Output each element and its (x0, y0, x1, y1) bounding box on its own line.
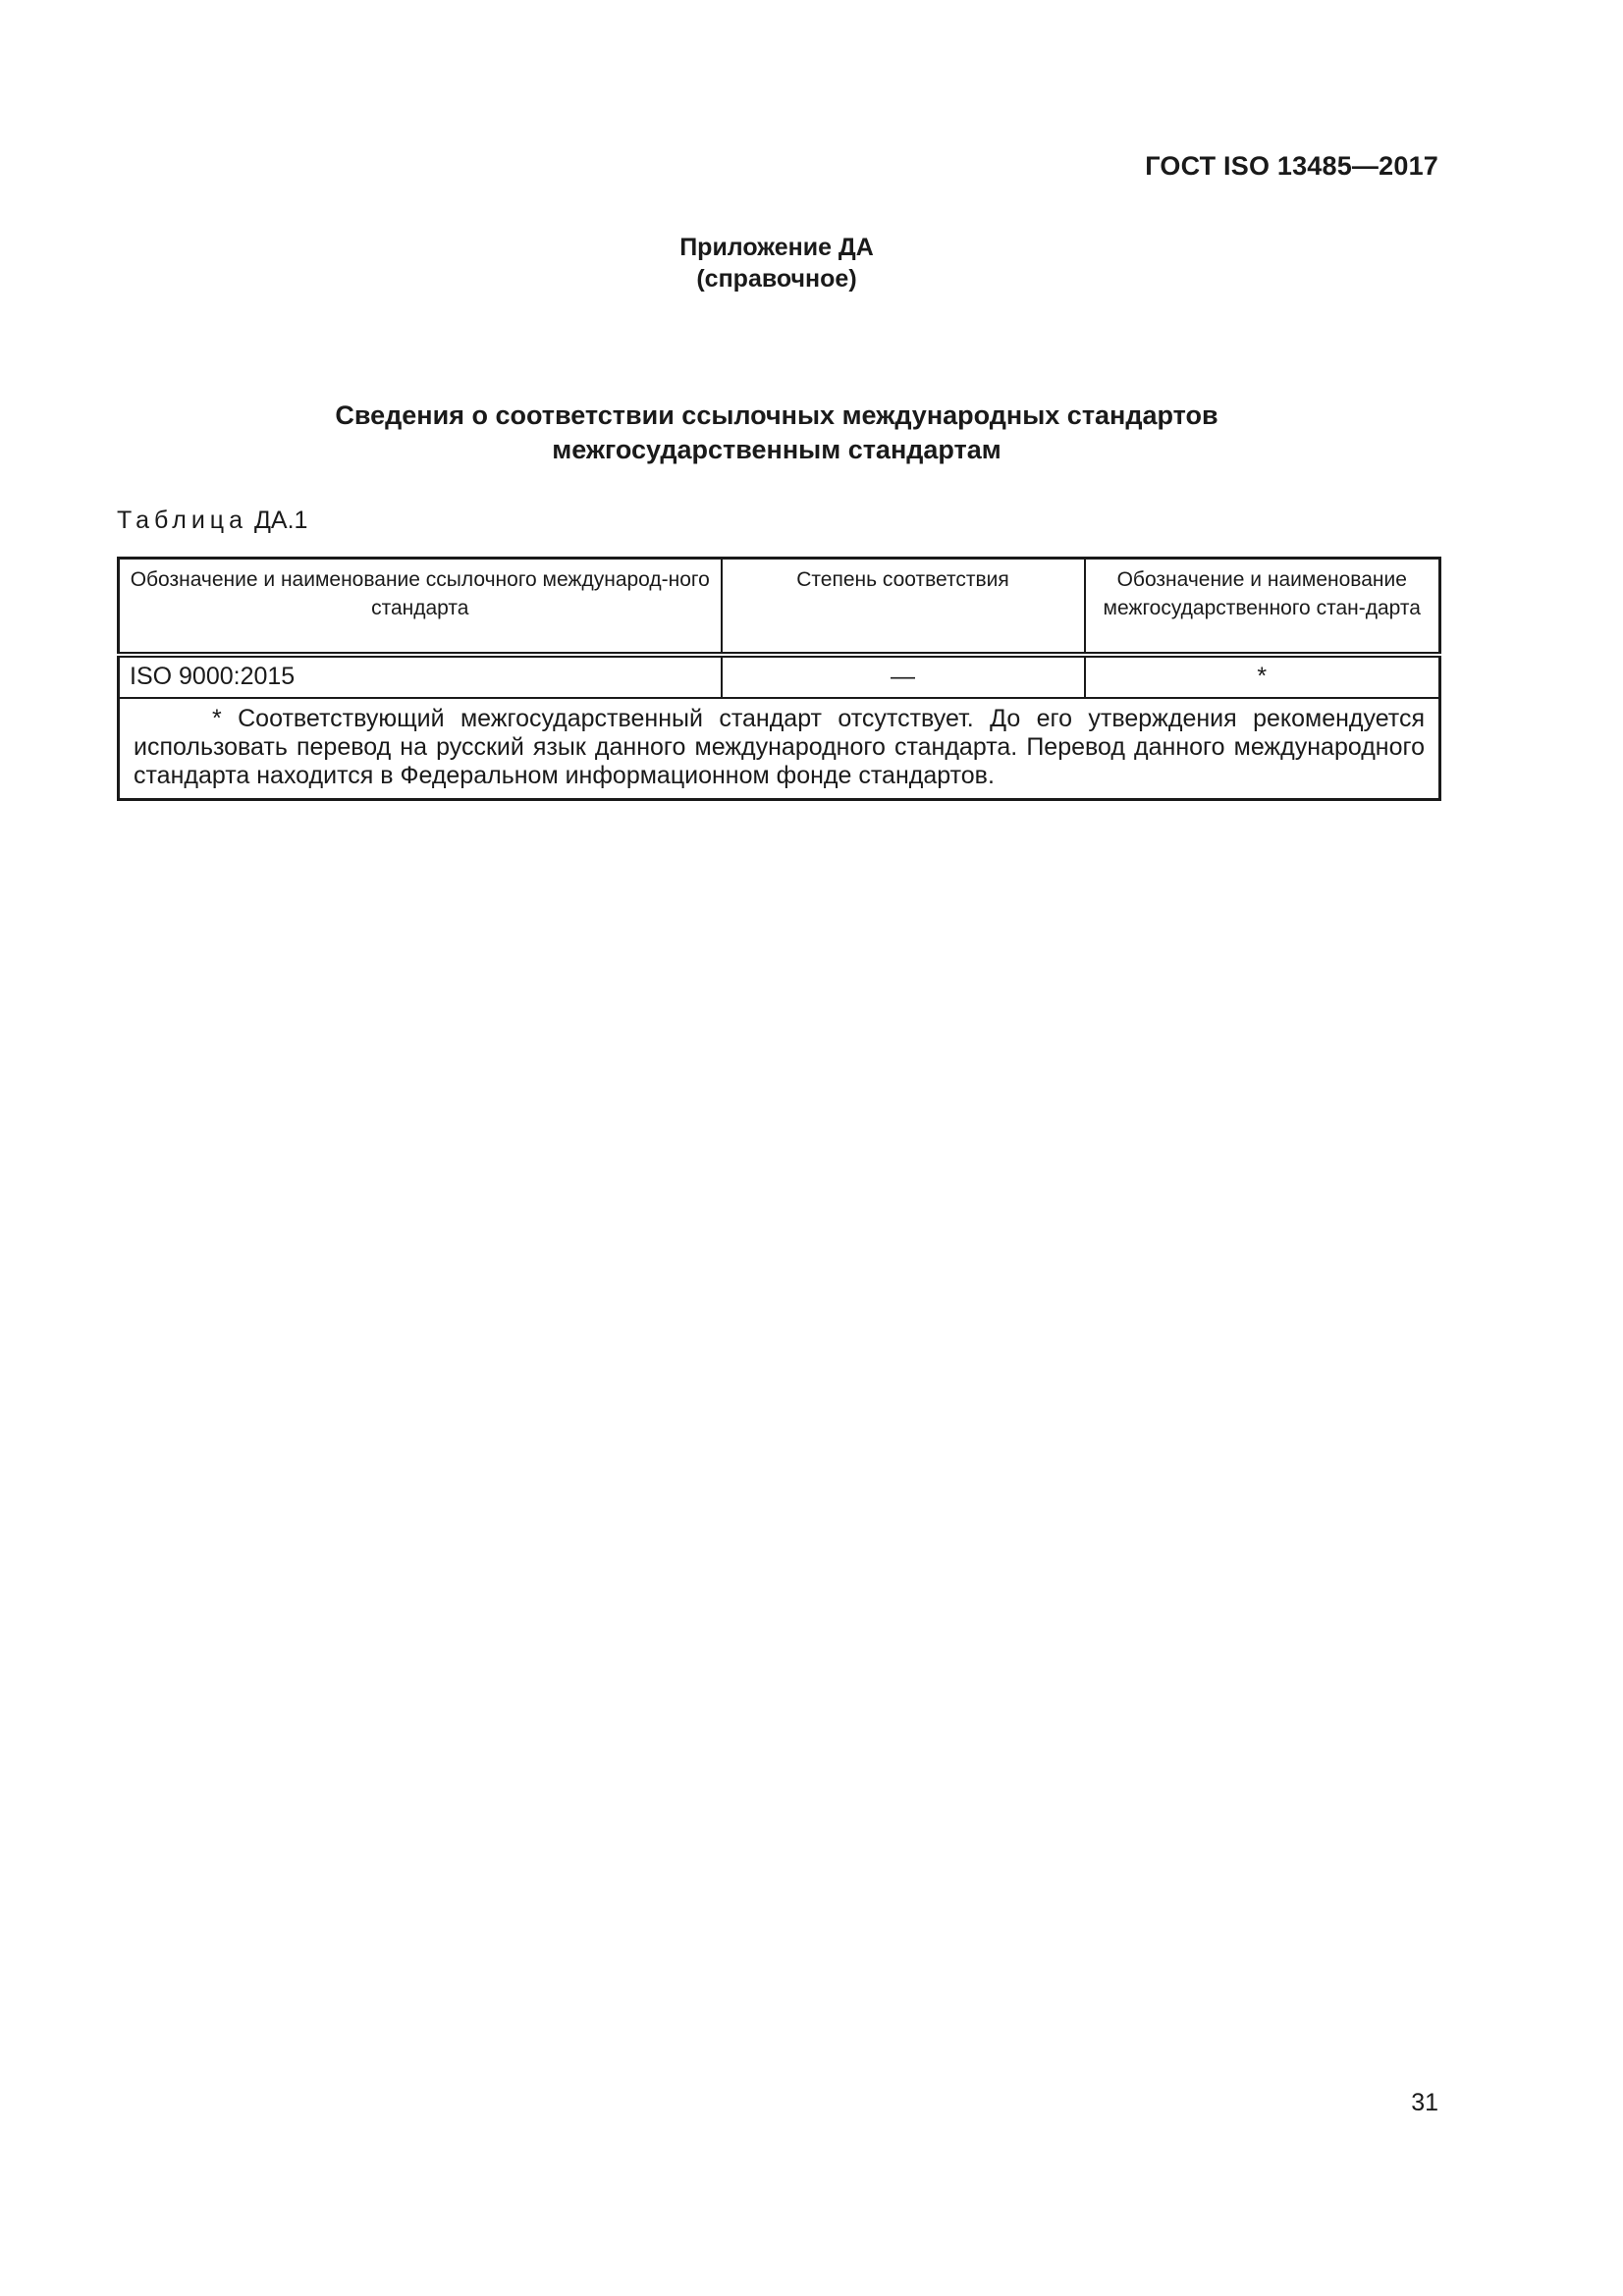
cell-degree-of-conformity: — (722, 655, 1085, 698)
cell-interstate-standard: * (1085, 655, 1440, 698)
appendix-title: Приложение ДА (679, 234, 874, 261)
document-code: ГОСТ ISO 13485—2017 (1145, 151, 1438, 181)
table-note-row (119, 698, 1440, 800)
header-interstate-standard: Обозначение и наименование межгосударственного стан-дарта (1085, 559, 1440, 656)
section-title (0, 399, 1553, 467)
reference-standards-table (117, 557, 1441, 801)
cell-international-standard: ISO 9000:2015 (119, 655, 722, 698)
table-caption (117, 507, 307, 535)
section-title-line-1: Сведения о соответствии ссылочных международных стандартов (335, 400, 1218, 430)
table-caption-prefix: Таблица (117, 507, 248, 534)
page-number: 31 (1411, 2089, 1438, 2116)
table-footnote: * Соответствующий межгосударственный стандарт отсутствует. До его утверждения рекомендуется использовать перевод на русский язык данного международного стандарта. Перевод данного международного стандарта находится в Федеральном информационном фонде стандартов. (119, 698, 1440, 800)
table-caption-number: ДА.1 (253, 507, 308, 534)
appendix-heading (0, 232, 1553, 294)
appendix-subtitle: (справочное) (696, 265, 857, 293)
header-international-standard: Обозначение и наименование ссылочного международ-ного стандарта (119, 559, 722, 656)
section-title-line-2: межгосударственным стандартам (552, 435, 1001, 464)
table-header-row (119, 559, 1440, 656)
header-degree-of-conformity: Степень соответствия (722, 559, 1085, 656)
table-row (119, 655, 1440, 698)
